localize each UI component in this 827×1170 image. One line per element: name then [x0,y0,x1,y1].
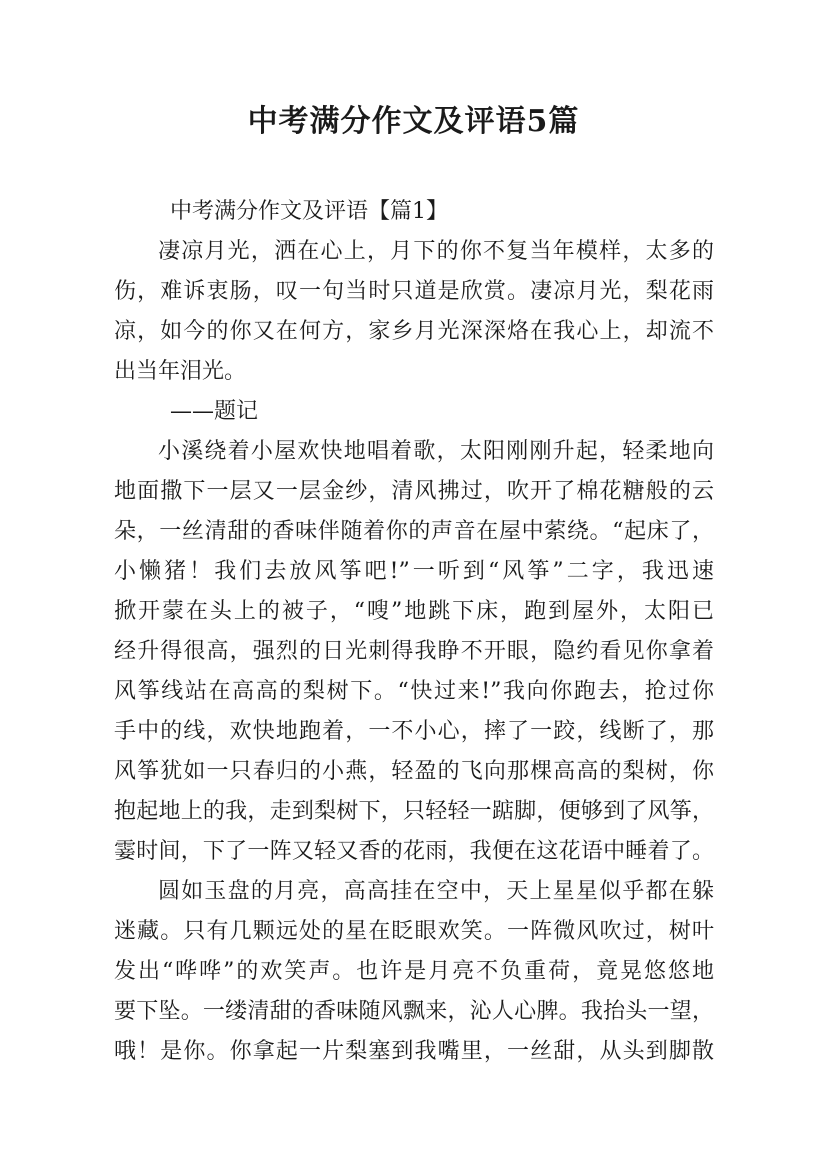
paragraph-line: 手中的线，欢快地跑着，一不小心，摔了一跤，线断了，那 [114,719,714,744]
paragraph-line: 凉，如今的你又在何方，家乡月光深深烙在我心上，却流不 [114,319,714,344]
paragraph-line: 地面撒下一层又一层金纱，清风拂过，吹开了棉花糖般的云 [114,479,714,504]
paragraph-line: 迷藏。只有几颗远处的星在眨眼欢笑。一阵微风吹过，树叶 [114,919,714,944]
paragraph-line: 出当年泪光。 [114,359,247,384]
inscription-line: ——题记 [170,399,259,424]
paragraph-line: 哦！是你。你拿起一片梨塞到我嘴里，一丝甜，从头到脚散 [114,1039,714,1064]
paragraph-line: 伤，难诉衷肠，叹一句当时只道是欣赏。凄凉月光，梨花雨 [114,279,714,304]
paragraph-line: 圆如玉盘的月亮，高高挂在空中，天上星星似乎都在躲 [158,879,714,904]
paragraph-line: 凄凉月光，洒在心上，月下的你不复当年模样，太多的 [158,239,714,264]
paragraph-line: 掀开蒙在头上的被子，“嗖”地跳下床，跑到屋外，太阳已 [114,599,714,624]
paragraph-line: 发出“哗哗”的欢笑声。也许是月亮不负重荷，竟晃悠悠地 [114,959,714,984]
paragraph-line: 朵，一丝清甜的香味伴随着你的声音在屋中萦绕。“起床了， [114,519,714,544]
paragraph-line: 小溪绕着小屋欢快地唱着歌，太阳刚刚升起，轻柔地向 [158,439,714,464]
paragraph-line: 小懒猪！我们去放风筝吧!”一听到“风筝”二字，我迅速 [114,559,714,584]
section-heading: 中考满分作文及评语【篇1】 [170,199,448,224]
paragraph-line: 要下坠。一缕清甜的香味随风飘来，沁人心脾。我抬头一望， [114,999,714,1024]
paragraph-line: 风筝线站在高高的梨树下。“快过来!”我向你跑去，抢过你 [114,679,714,704]
paragraph-line: 经升得很高，强烈的日光刺得我睁不开眼，隐约看见你拿着 [114,639,714,664]
paragraph-line: 霎时间，下了一阵又轻又香的花雨，我便在这花语中睡着了。 [114,839,714,864]
document-title: 中考满分作文及评语5篇 [247,104,580,139]
paragraph-line: 风筝犹如一只春归的小燕，轻盈的飞向那棵高高的梨树，你 [114,759,714,784]
paragraph-line: 抱起地上的我，走到梨树下，只轻轻一踮脚，便够到了风筝， [114,799,714,824]
